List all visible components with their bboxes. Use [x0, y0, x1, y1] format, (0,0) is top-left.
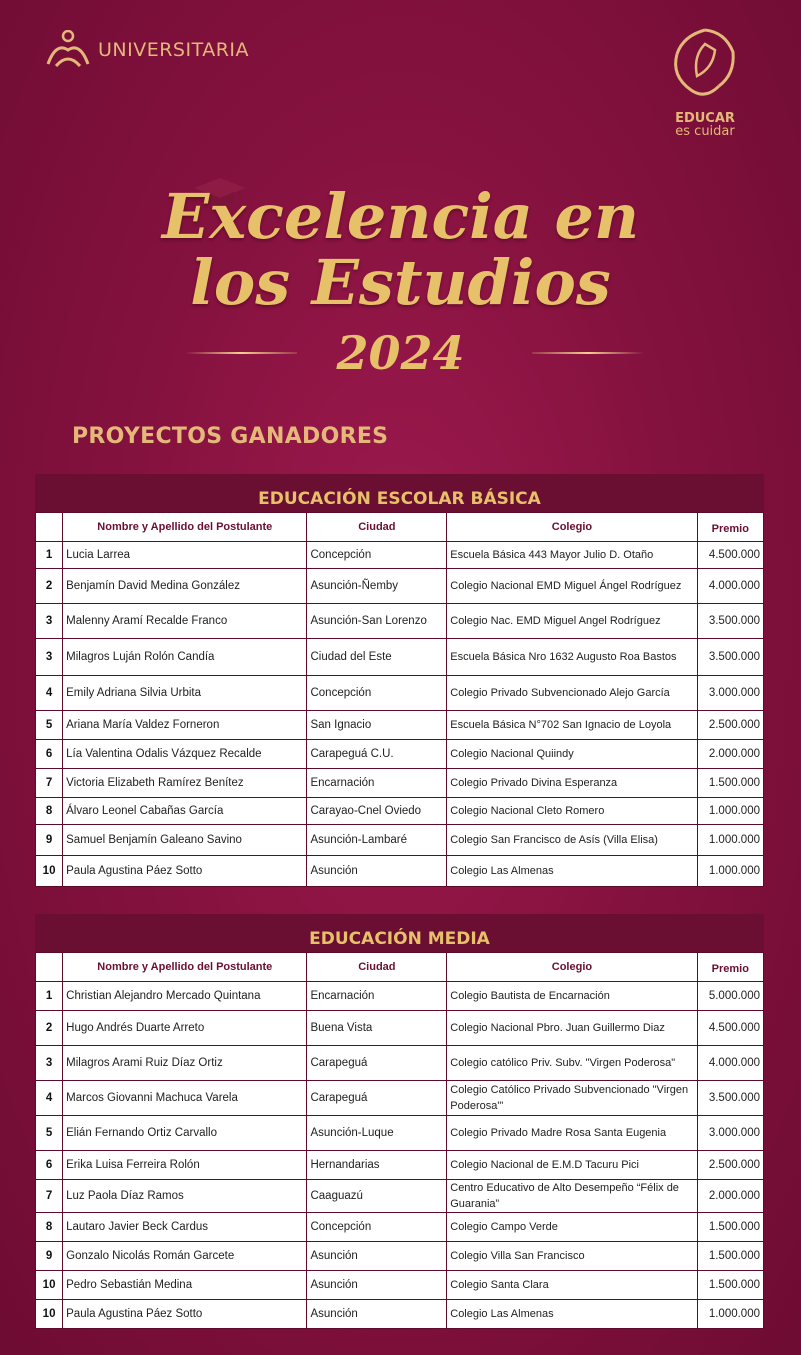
cell-school: Colegio Nacional EMD Miguel Ángel Rodríguez: [447, 569, 696, 603]
cell-rank: 9: [36, 825, 62, 855]
cell-rank: 8: [36, 798, 62, 824]
cell-prize: 3.500.000: [698, 1081, 763, 1115]
cell-school: Escuela Básica Nro 1632 Augusto Roa Bastos: [447, 639, 696, 675]
cell-prize: 1.000.000: [698, 1300, 763, 1328]
cell-rank: 3: [36, 604, 62, 638]
table-row: [36, 1151, 763, 1179]
cell-name: Milagros Luján Rolón Candía: [63, 639, 306, 675]
cell-school: Colegio Las Almenas: [447, 1300, 696, 1328]
cell-rank: 1: [36, 542, 62, 568]
cell-city: Asunción: [307, 856, 446, 886]
column-header-city: Ciudad: [307, 953, 446, 981]
rank-header: [36, 513, 62, 541]
cell-rank: 2: [36, 1011, 62, 1045]
cell-name: Paula Agustina Páez Sotto: [63, 856, 306, 886]
cell-rank: 1: [36, 982, 62, 1010]
cell-name: Elián Fernando Ortiz Carvallo: [63, 1116, 306, 1150]
cell-city: Carayao-Cnel Oviedo: [307, 798, 446, 824]
title-line1: Excelencia en: [161, 180, 640, 253]
cell-rank: 5: [36, 711, 62, 739]
cell-prize: 2.000.000: [698, 740, 763, 768]
cell-name: Gonzalo Nicolás Román Garcete: [63, 1242, 306, 1270]
cell-city: Carapeguá C.U.: [307, 740, 446, 768]
column-header-prize: Premio: [698, 513, 763, 541]
cell-city: Buena Vista: [307, 1011, 446, 1045]
cell-rank: 10: [36, 856, 62, 886]
title-rule-right: [532, 352, 644, 354]
cell-city: Asunción: [307, 1300, 446, 1328]
cell-school: Colegio católico Priv. Subv. "Virgen Poderosa": [447, 1046, 696, 1080]
cell-prize: 1.000.000: [698, 856, 763, 886]
cell-school: Colegio Nacional Cleto Romero: [447, 798, 696, 824]
cell-prize: 3.500.000: [698, 639, 763, 675]
cell-city: Encarnación: [307, 769, 446, 797]
cell-school: Escuela Básica 443 Mayor Julio D. Otaño: [447, 542, 696, 568]
cell-name: Emily Adriana Silvia Urbita: [63, 676, 306, 710]
cell-school: Colegio Privado Divina Esperanza: [447, 769, 696, 797]
cell-city: Asunción-San Lorenzo: [307, 604, 446, 638]
section-subtitle: PROYECTOS GANADORES: [72, 424, 389, 449]
cell-rank: 7: [36, 1180, 62, 1212]
cell-name: Victoria Elizabeth Ramírez Benítez: [63, 769, 306, 797]
table-row: [36, 542, 763, 568]
cell-city: Asunción-Ñemby: [307, 569, 446, 603]
cell-rank: 2: [36, 569, 62, 603]
column-header-school: Colegio: [447, 953, 696, 981]
table-row: [36, 1300, 763, 1328]
cell-name: Pedro Sebastián Medina: [63, 1271, 306, 1299]
table-header-row: [36, 953, 763, 981]
cell-rank: 5: [36, 1116, 62, 1150]
cell-name: Hugo Andrés Duarte Arreto: [63, 1011, 306, 1045]
cell-city: San Ignacio: [307, 711, 446, 739]
universitaria-logo: [44, 30, 249, 70]
column-header-name: Nombre y Apellido del Postulante: [63, 953, 306, 981]
cell-rank: 9: [36, 1242, 62, 1270]
brand-name: UNIVERSITARIA: [98, 39, 250, 61]
universitaria-logo-icon: [44, 30, 92, 70]
cell-school: Colegio Nac. EMD Miguel Angel Rodríguez: [447, 604, 696, 638]
cell-school: Colegio San Francisco de Asís (Villa Elisa): [447, 825, 696, 855]
table-header-row: [36, 513, 763, 541]
section-media: [35, 914, 764, 1329]
cell-prize: 3.000.000: [698, 1116, 763, 1150]
cell-name: Samuel Benjamín Galeano Savino: [63, 825, 306, 855]
title-line2: los Estudios: [190, 246, 611, 319]
cell-prize: 1.500.000: [698, 1213, 763, 1241]
table-row: [36, 1213, 763, 1241]
table-row: [36, 1180, 763, 1212]
cell-name: Malenny Aramí Recalde Franco: [63, 604, 306, 638]
column-header-school: Colegio: [447, 513, 696, 541]
cell-prize: 2.000.000: [698, 1180, 763, 1212]
cell-prize: 3.000.000: [698, 676, 763, 710]
table-row: [36, 856, 763, 886]
leaf-cycle-icon: [663, 24, 747, 104]
cell-prize: 4.500.000: [698, 1011, 763, 1045]
cell-school: Centro Educativo de Alto Desempeño “Félix de Guarania”: [447, 1180, 696, 1212]
cell-school: Colegio Nacional de E.M.D Tacuru Pici: [447, 1151, 696, 1179]
cell-name: Marcos Giovanni Machuca Varela: [63, 1081, 306, 1115]
cell-city: Concepción: [307, 676, 446, 710]
cell-rank: 10: [36, 1300, 62, 1328]
title-year: 2024: [336, 326, 465, 380]
cell-name: Christian Alejandro Mercado Quintana: [63, 982, 306, 1010]
cell-prize: 5.000.000: [698, 982, 763, 1010]
cell-prize: 1.500.000: [698, 1242, 763, 1270]
badge-line1: EDUCAR: [675, 111, 735, 126]
cell-city: Asunción-Luque: [307, 1116, 446, 1150]
cell-rank: 3: [36, 1046, 62, 1080]
table-row: [36, 825, 763, 855]
cell-prize: 1.000.000: [698, 798, 763, 824]
cell-prize: 1.000.000: [698, 825, 763, 855]
cell-city: Encarnación: [307, 982, 446, 1010]
cell-name: Lautaro Javier Beck Cardus: [63, 1213, 306, 1241]
table-row: [36, 711, 763, 739]
cell-school: Colegio Bautista de Encarnación: [447, 982, 696, 1010]
section-title: EDUCACIÓN ESCOLAR BÁSICA: [35, 474, 764, 512]
cell-school: Colegio Villa San Francisco: [447, 1242, 696, 1270]
column-header-prize: Premio: [698, 953, 763, 981]
section-title: EDUCACIÓN MEDIA: [35, 914, 764, 952]
table-row: [36, 982, 763, 1010]
table-row: [36, 1046, 763, 1080]
cell-school: Colegio Católico Privado Subvencionado "Virgen Poderosa"': [447, 1081, 696, 1115]
cell-prize: 1.500.000: [698, 769, 763, 797]
cell-rank: 4: [36, 676, 62, 710]
cell-rank: 6: [36, 1151, 62, 1179]
table-row: [36, 1081, 763, 1115]
table-row: [36, 1011, 763, 1045]
section-basica: [35, 474, 764, 887]
cell-rank: 8: [36, 1213, 62, 1241]
table-row: [36, 604, 763, 638]
table-row: [36, 676, 763, 710]
cell-city: Carapeguá: [307, 1081, 446, 1115]
cell-rank: 3: [36, 639, 62, 675]
rank-header: [36, 953, 62, 981]
table-row: [36, 798, 763, 824]
cell-name: Paula Agustina Páez Sotto: [63, 1300, 306, 1328]
cell-name: Benjamín David Medina González: [63, 569, 306, 603]
page-title: [0, 180, 801, 319]
cell-school: Colegio Nacional Quiindy: [447, 740, 696, 768]
cell-school: Colegio Campo Verde: [447, 1213, 696, 1241]
cell-name: Luz Paola Díaz Ramos: [63, 1180, 306, 1212]
cell-rank: 4: [36, 1081, 62, 1115]
cell-city: Concepción: [307, 542, 446, 568]
cell-rank: 7: [36, 769, 62, 797]
cell-prize: 2.500.000: [698, 1151, 763, 1179]
cell-prize: 2.500.000: [698, 711, 763, 739]
table-row: [36, 1116, 763, 1150]
table-row: [36, 740, 763, 768]
table-row: [36, 569, 763, 603]
table-row: [36, 769, 763, 797]
cell-prize: 3.500.000: [698, 604, 763, 638]
cell-city: Caaguazú: [307, 1180, 446, 1212]
cell-name: Milagros Arami Ruiz Díaz Ortiz: [63, 1046, 306, 1080]
table-row: [36, 639, 763, 675]
cell-city: Hernandarias: [307, 1151, 446, 1179]
column-header-name: Nombre y Apellido del Postulante: [63, 513, 306, 541]
cell-name: Lía Valentina Odalis Vázquez Recalde: [63, 740, 306, 768]
cell-school: Escuela Básica N°702 San Ignacio de Loyola: [447, 711, 696, 739]
cell-city: Ciudad del Este: [307, 639, 446, 675]
cell-prize: 4.000.000: [698, 569, 763, 603]
column-header-city: Ciudad: [307, 513, 446, 541]
cell-rank: 6: [36, 740, 62, 768]
cell-school: Colegio Privado Madre Rosa Santa Eugenia: [447, 1116, 696, 1150]
cell-prize: 4.000.000: [698, 1046, 763, 1080]
cell-prize: 1.500.000: [698, 1271, 763, 1299]
cell-city: Asunción: [307, 1271, 446, 1299]
cell-city: Carapeguá: [307, 1046, 446, 1080]
cell-rank: 10: [36, 1271, 62, 1299]
cell-prize: 4.500.000: [698, 542, 763, 568]
cell-school: Colegio Santa Clara: [447, 1271, 696, 1299]
cell-name: Álvaro Leonel Cabañas García: [63, 798, 306, 824]
cell-school: Colegio Privado Subvencionado Alejo García: [447, 676, 696, 710]
table-row: [36, 1242, 763, 1270]
cell-school: Colegio Las Almenas: [447, 856, 696, 886]
cell-city: Asunción: [307, 1242, 446, 1270]
cell-name: Erika Luisa Ferreira Rolón: [63, 1151, 306, 1179]
badge-line2: es cuidar: [675, 124, 735, 139]
cell-name: Lucia Larrea: [63, 542, 306, 568]
cell-city: Concepción: [307, 1213, 446, 1241]
cell-city: Asunción-Lambaré: [307, 825, 446, 855]
cell-school: Colegio Nacional Pbro. Juan Guillermo Diaz: [447, 1011, 696, 1045]
cell-name: Ariana María Valdez Forneron: [63, 711, 306, 739]
winners-table: [35, 952, 764, 1329]
table-row: [36, 1271, 763, 1299]
winners-table: [35, 512, 764, 887]
educar-badge: [660, 24, 750, 139]
